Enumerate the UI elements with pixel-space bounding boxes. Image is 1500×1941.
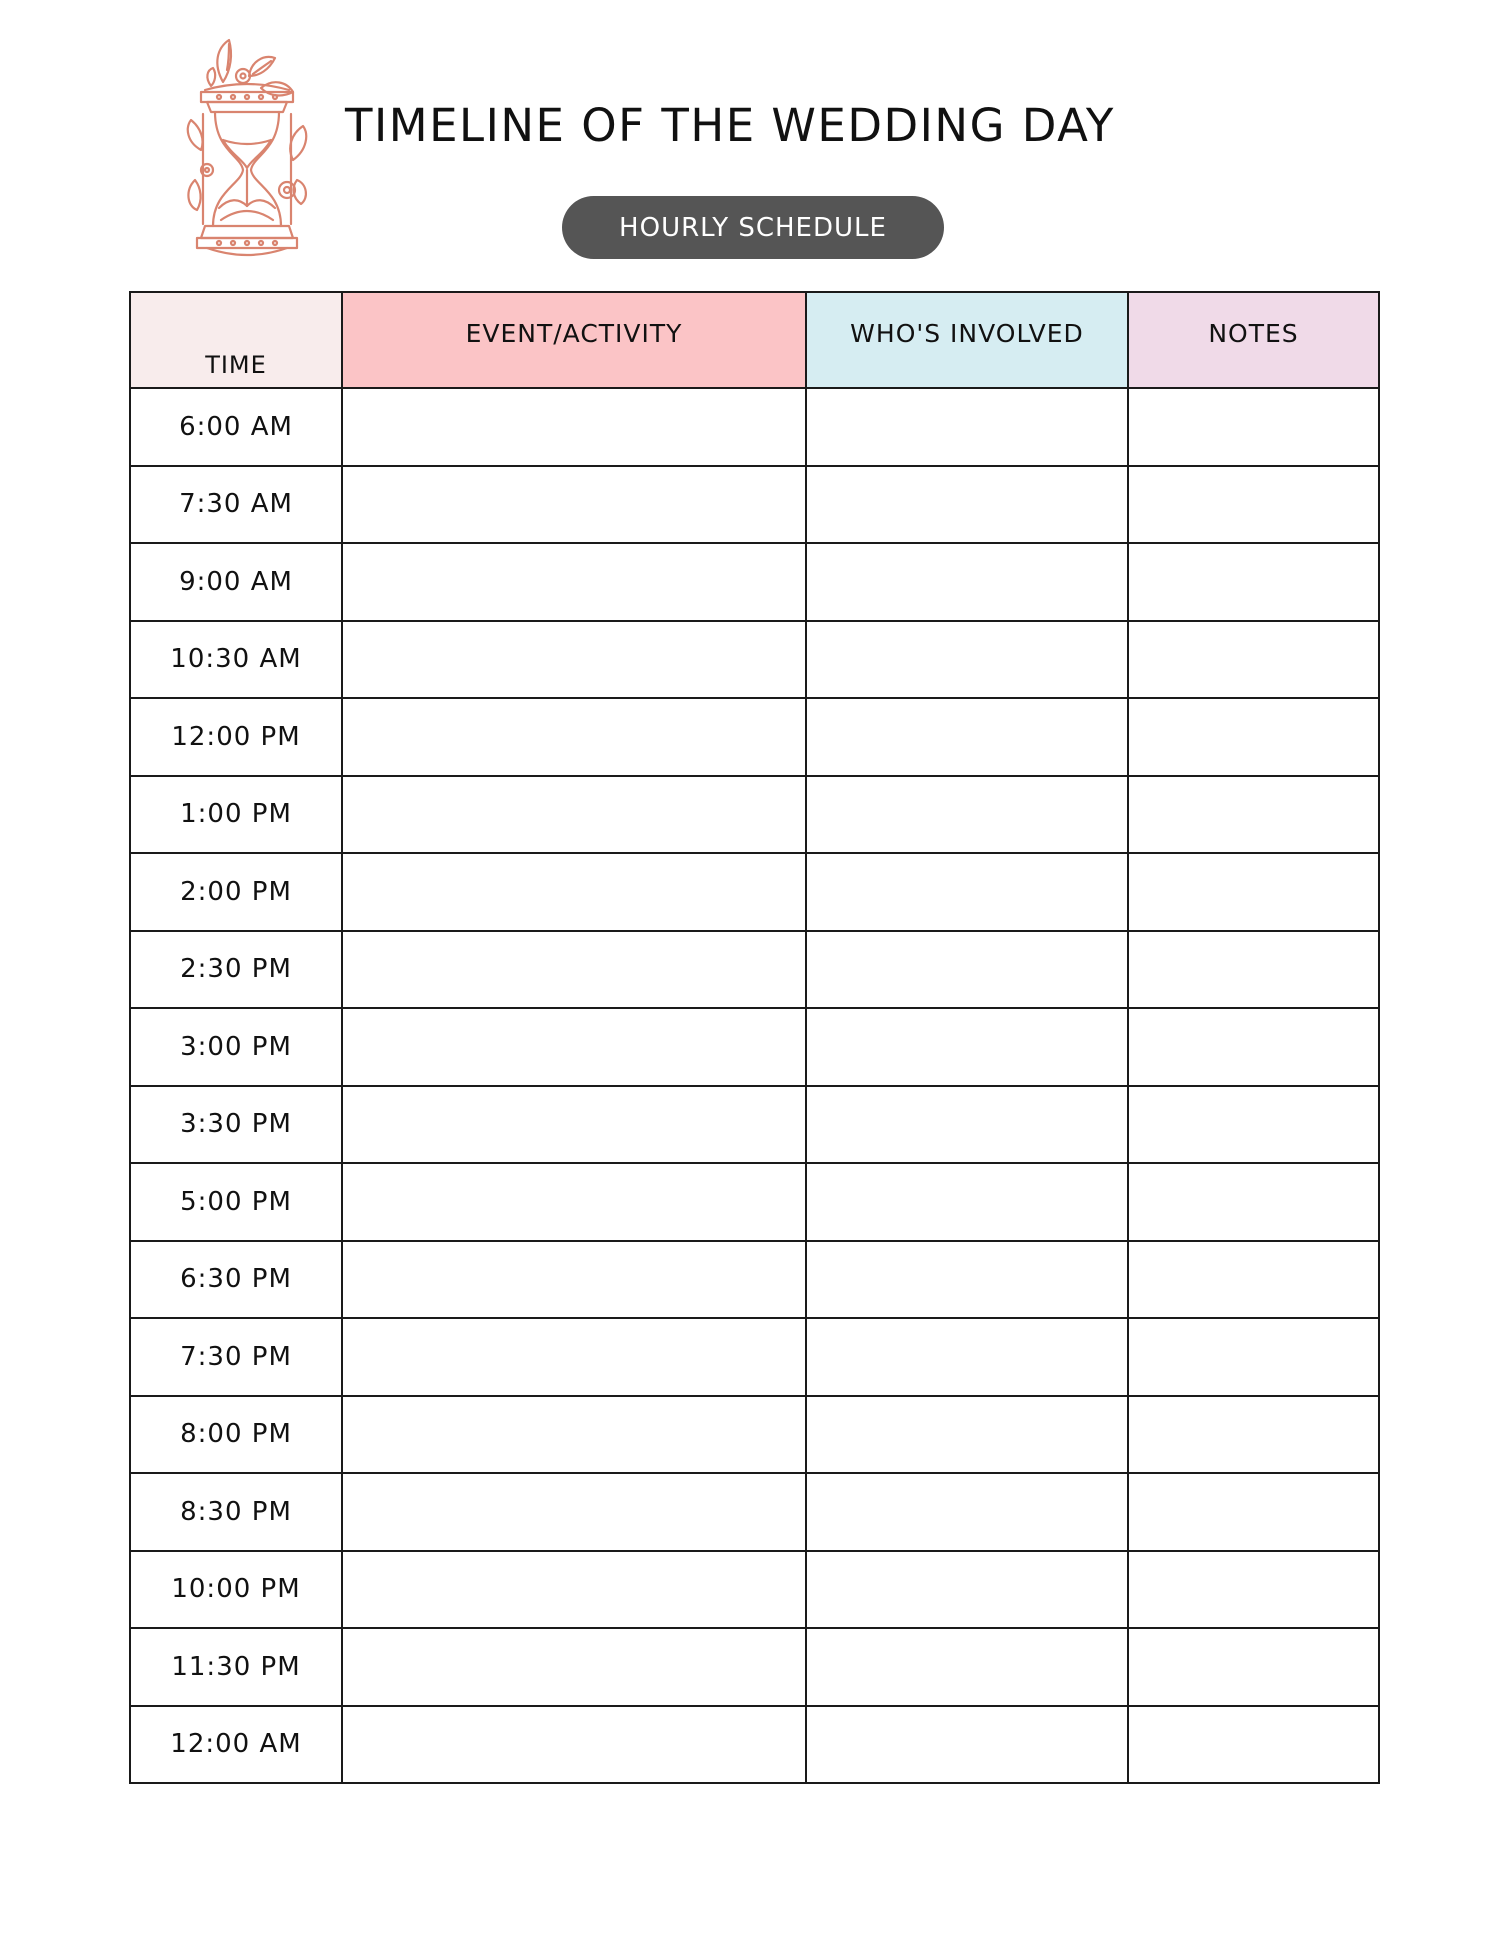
notes-cell[interactable] — [1128, 1396, 1379, 1474]
table-row — [130, 1318, 1379, 1396]
time-cell: 2:30 PM — [130, 931, 342, 1009]
event-cell[interactable] — [342, 1706, 806, 1784]
time-cell: 7:30 AM — [130, 466, 342, 544]
event-cell[interactable] — [342, 1473, 806, 1551]
notes-cell[interactable] — [1128, 1241, 1379, 1319]
notes-cell[interactable] — [1128, 1473, 1379, 1551]
event-cell[interactable] — [342, 1086, 806, 1164]
schedule-body — [130, 388, 1379, 1783]
time-cell: 1:00 PM — [130, 776, 342, 854]
notes-cell[interactable] — [1128, 698, 1379, 776]
column-header-time: TIME — [130, 292, 342, 388]
who-involved-cell[interactable] — [806, 1086, 1128, 1164]
event-cell[interactable] — [342, 543, 806, 621]
hourly-schedule-badge: HOURLY SCHEDULE — [562, 196, 944, 259]
who-involved-cell[interactable] — [806, 931, 1128, 1009]
who-involved-cell[interactable] — [806, 1706, 1128, 1784]
table-row — [130, 1008, 1379, 1086]
notes-cell[interactable] — [1128, 1628, 1379, 1706]
event-cell[interactable] — [342, 1551, 806, 1629]
event-cell[interactable] — [342, 931, 806, 1009]
who-involved-cell[interactable] — [806, 1008, 1128, 1086]
who-involved-cell[interactable] — [806, 621, 1128, 699]
table-row — [130, 1551, 1379, 1629]
column-header-notes: NOTES — [1128, 292, 1379, 388]
who-involved-cell[interactable] — [806, 1163, 1128, 1241]
notes-cell[interactable] — [1128, 1008, 1379, 1086]
table-row — [130, 853, 1379, 931]
who-involved-cell[interactable] — [806, 853, 1128, 931]
page-title: TIMELINE OF THE WEDDING DAY — [345, 99, 1115, 152]
event-cell[interactable] — [342, 853, 806, 931]
table-row — [130, 931, 1379, 1009]
time-cell: 6:30 PM — [130, 1241, 342, 1319]
who-involved-cell[interactable] — [806, 388, 1128, 466]
column-header-event: EVENT/ACTIVITY — [342, 292, 806, 388]
event-cell[interactable] — [342, 776, 806, 854]
table-row — [130, 1086, 1379, 1164]
notes-cell[interactable] — [1128, 776, 1379, 854]
notes-cell[interactable] — [1128, 1163, 1379, 1241]
event-cell[interactable] — [342, 621, 806, 699]
event-cell[interactable] — [342, 698, 806, 776]
event-cell[interactable] — [342, 1008, 806, 1086]
notes-cell[interactable] — [1128, 388, 1379, 466]
time-cell: 3:30 PM — [130, 1086, 342, 1164]
event-cell[interactable] — [342, 1241, 806, 1319]
event-cell[interactable] — [342, 388, 806, 466]
table-row — [130, 1241, 1379, 1319]
time-cell: 2:00 PM — [130, 853, 342, 931]
table-row — [130, 1628, 1379, 1706]
time-cell: 5:00 PM — [130, 1163, 342, 1241]
who-involved-cell[interactable] — [806, 1628, 1128, 1706]
notes-cell[interactable] — [1128, 931, 1379, 1009]
table-row — [130, 776, 1379, 854]
event-cell[interactable] — [342, 1163, 806, 1241]
time-cell: 10:30 AM — [130, 621, 342, 699]
who-involved-cell[interactable] — [806, 698, 1128, 776]
time-cell: 12:00 AM — [130, 1706, 342, 1784]
event-cell[interactable] — [342, 1396, 806, 1474]
notes-cell[interactable] — [1128, 543, 1379, 621]
who-involved-cell[interactable] — [806, 1396, 1128, 1474]
schedule-table — [129, 291, 1380, 1784]
table-row — [130, 621, 1379, 699]
table-row — [130, 1473, 1379, 1551]
header-row — [130, 292, 1379, 388]
notes-cell[interactable] — [1128, 1318, 1379, 1396]
notes-cell[interactable] — [1128, 1086, 1379, 1164]
time-cell: 6:00 AM — [130, 388, 342, 466]
table-row — [130, 698, 1379, 776]
who-involved-cell[interactable] — [806, 776, 1128, 854]
table-row — [130, 543, 1379, 621]
table-row — [130, 1396, 1379, 1474]
who-involved-cell[interactable] — [806, 1318, 1128, 1396]
table-row — [130, 466, 1379, 544]
event-cell[interactable] — [342, 1628, 806, 1706]
time-cell: 7:30 PM — [130, 1318, 342, 1396]
event-cell[interactable] — [342, 466, 806, 544]
time-cell: 9:00 AM — [130, 543, 342, 621]
who-involved-cell[interactable] — [806, 1473, 1128, 1551]
notes-cell[interactable] — [1128, 1551, 1379, 1629]
time-cell: 8:30 PM — [130, 1473, 342, 1551]
time-cell: 11:30 PM — [130, 1628, 342, 1706]
time-cell: 3:00 PM — [130, 1008, 342, 1086]
who-involved-cell[interactable] — [806, 1551, 1128, 1629]
notes-cell[interactable] — [1128, 621, 1379, 699]
event-cell[interactable] — [342, 1318, 806, 1396]
notes-cell[interactable] — [1128, 853, 1379, 931]
time-cell: 12:00 PM — [130, 698, 342, 776]
hourglass-floral-icon — [183, 30, 311, 265]
notes-cell[interactable] — [1128, 466, 1379, 544]
time-cell: 8:00 PM — [130, 1396, 342, 1474]
who-involved-cell[interactable] — [806, 1241, 1128, 1319]
table-row — [130, 388, 1379, 466]
time-cell: 10:00 PM — [130, 1551, 342, 1629]
table-row — [130, 1163, 1379, 1241]
column-header-who: WHO'S INVOLVED — [806, 292, 1128, 388]
table-row — [130, 1706, 1379, 1784]
notes-cell[interactable] — [1128, 1706, 1379, 1784]
who-involved-cell[interactable] — [806, 543, 1128, 621]
who-involved-cell[interactable] — [806, 466, 1128, 544]
